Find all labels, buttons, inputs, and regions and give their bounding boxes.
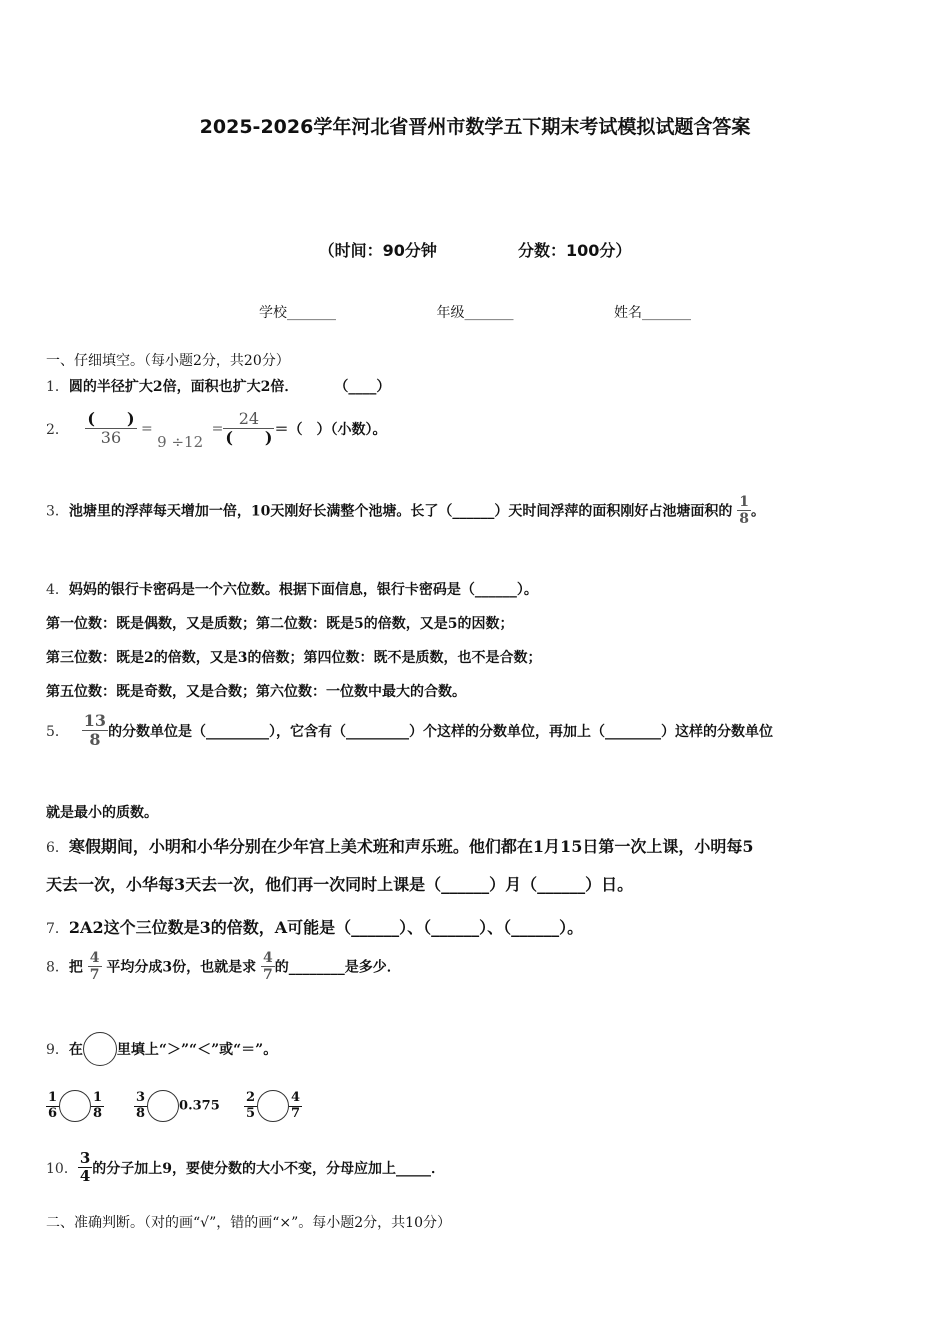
q2-rest[interactable]: ＝（ ）（小数）。 [274, 421, 387, 438]
q8-fraction-2: $\frac{4}{7}$ [263, 950, 273, 984]
q8-fraction-1: $\frac{4}{7}$ [89, 950, 100, 984]
question-4: 4．妈妈的银行卡密码是一个六位数。根据下面信息，银行卡密码是（______）。 [46, 582, 538, 598]
question-10: 10． $\frac{3}{4}$ 的分子加上9，要使分数的大小不变，分母应加上_____． [46, 1149, 446, 1186]
grade-field[interactable]: 年级_______ [436, 305, 514, 321]
q4-clue-2: 第三位数：既是2的倍数，又是3的倍数；第四位数：既不是质数，也不是合数； [46, 650, 542, 666]
q3-text: 池塘里的浮萍每天增加一倍，10天刚好长满整个池塘。长了（______）天时间浮萍的面积刚好占池塘面积的 [68, 503, 733, 520]
q1-text: 圆的半径扩大2倍，面积也扩大2倍． [68, 379, 299, 395]
section2-heading: 二、准确判断。（对的画“√”，错的画“×”。每小题2分，共10分） [46, 1215, 452, 1231]
q4-clue-1: 第一位数：既是偶数，又是质数；第二位数：既是5的倍数，又是5的因数； [46, 616, 514, 632]
page-title: 2025-2026学年河北省晋州市数学五下期末考试模拟试题含答案 [199, 116, 751, 138]
question-5: 5． $\frac{13}{8}$ 的分数单位是（_________），它含有（_________）个这样的分数单位，再加上（________）这样的分数单位 [46, 711, 774, 750]
q10-text: 的分子加上9，要使分数的大小不变，分母应加上_____． [92, 1160, 446, 1177]
q10-fraction: $\frac{3}{4}$ [79, 1149, 91, 1186]
q6-text: 寒假期间，小明和小华分别在少年宫上美术班和声乐班。他们都在1月15日第一次上课，小明每5 [68, 837, 754, 856]
q1-number: 1． [46, 379, 69, 395]
q5-text: 的分数单位是（_________），它含有（_________）个这样的分数单位，再加上（________）这样的分数单位 [108, 723, 774, 740]
question-7: 7．2A2这个三位数是3的倍数，A可能是（______）、（______）、（______）。 [46, 918, 584, 937]
q4-clue-3: 第五位数：既是奇数，又是合数；第六位数：一位数中最大的合数。 [46, 684, 466, 700]
q1-blank[interactable]: （____） [334, 379, 391, 395]
q9-item-1: $\frac{1}{6}$ $\frac{1}{8}$ [48, 1089, 103, 1121]
q9-answer-circle-3[interactable] [257, 1090, 289, 1122]
q2-division: 9 ÷12 [157, 432, 204, 451]
question-1 [46, 376, 390, 396]
question-6: 6．寒假期间，小明和小华分别在少年宫上美术班和声乐班。他们都在1月15日第一次上课，小明每5 [46, 837, 754, 856]
q9-item-2: $\frac{3}{8}$ 0.375 [136, 1089, 220, 1121]
q6-text-cont: 天去一次，小华每3天去一次，他们再一次同时上课是（______）月（______）日。 [46, 875, 634, 894]
q7-text: 2A2这个三位数是3的倍数，A可能是（______）、（______）、（______）。 [68, 918, 584, 937]
compare-circle-icon [83, 1032, 117, 1066]
q9-answer-circle-2[interactable] [147, 1090, 179, 1122]
question-9: 9．在 里填上“＞”“＜”或“＝”。 [46, 1032, 277, 1066]
q4-text: 妈妈的银行卡密码是一个六位数。根据下面信息，银行卡密码是（______）。 [68, 582, 538, 598]
question-8: 8．把 $\frac{4}{7}$ 平均分成3份，也就是求 $\frac{4}{7}$ 的________是多少． [46, 950, 401, 984]
name-field[interactable]: 姓名_______ [613, 305, 691, 321]
q2-fraction-1: $\frac{( )}{36}$ [87, 409, 135, 448]
q2-number: 2． [46, 421, 69, 438]
q3-fraction: $\frac{1}{8}$ [739, 494, 750, 528]
q5-fraction: $\frac{13}{8}$ [83, 711, 107, 750]
q9-item-3: $\frac{2}{5}$ $\frac{4}{7}$ [246, 1089, 301, 1121]
q5-text-cont: 就是最小的质数。 [46, 805, 158, 821]
exam-time: （时间：90分钟 [318, 241, 437, 260]
student-info [0, 302, 950, 322]
question-2: 2． $\frac{( )}{36}$ = 9 ÷12 = $\frac{24}{( )}$ ＝（ ）（小数）。 [46, 409, 387, 451]
q9-answer-circle-1[interactable] [59, 1090, 91, 1122]
section1-heading: 一、仔细填空。（每小题2分，共20分） [46, 353, 290, 369]
exam-meta [0, 238, 950, 261]
school-field[interactable]: 学校_______ [259, 305, 337, 321]
question-3: 3．池塘里的浮萍每天增加一倍，10天刚好长满整个池塘。长了（______）天时间浮萍的面积刚好占池塘面积的 $\frac{1}{8}$ 。 [46, 494, 766, 528]
exam-score: 分数：100分） [518, 241, 632, 260]
q2-fraction-2: $\frac{24}{( )}$ [225, 409, 273, 448]
